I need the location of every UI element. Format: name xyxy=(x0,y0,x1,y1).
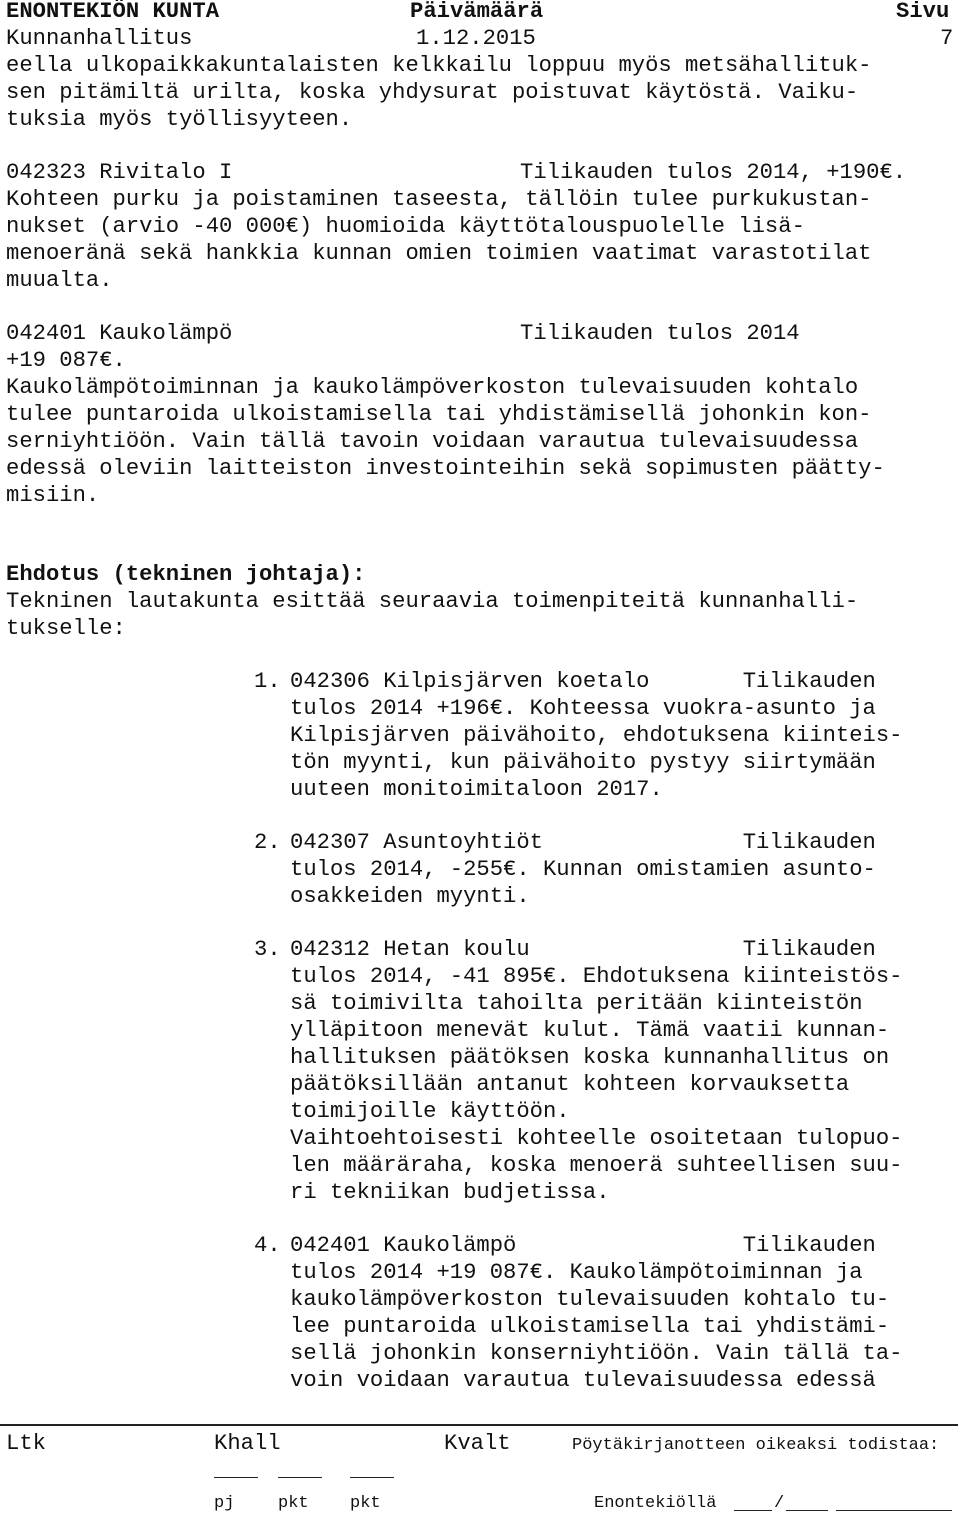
item-line: tulos 2014, -255€. Kunnan omistamien asunto- xyxy=(290,857,876,882)
item-line: Vaihtoehtoisesti kohteelle osoitetaan tulopuo- xyxy=(290,1126,903,1151)
footer-day-blank xyxy=(734,1510,772,1511)
item-line: tulos 2014, -41 895€. Ehdotuksena kiinteistös- xyxy=(290,964,903,989)
rivitalo-result: Tilikauden tulos 2014, +190€. xyxy=(520,160,907,185)
item-line: toimijoille käyttöön. xyxy=(290,1099,570,1124)
item-line: tön myynti, kun päivähoito pystyy siirtymään xyxy=(290,750,876,775)
item-line: hallituksen päätöksen koska kunnanhallitus on xyxy=(290,1045,890,1070)
rivitalo-line: muualta. xyxy=(6,268,113,293)
item-line: uuteen monitoimitaloon 2017. xyxy=(290,777,663,802)
org-name: ENONTEKIÖN KUNTA xyxy=(6,0,220,24)
kaukolampo-line: misiin. xyxy=(6,483,100,508)
rivitalo-line: menoeränä sekä hankkia kunnan omien toimien vaatimat varastotilat xyxy=(6,241,872,266)
footer-ltk: Ltk xyxy=(6,1431,46,1456)
item-line: 042307 Asuntoyhtiöt Tilikauden xyxy=(290,830,876,855)
footer-month-blank xyxy=(786,1510,828,1511)
item-line: lee puntaroida ulkoistamisella tai yhdistämi- xyxy=(290,1314,890,1339)
item-line: sellä johonkin konserniyhtiöön. Vain tällä ta- xyxy=(290,1341,903,1366)
item-line: ri tekniikan budjetissa. xyxy=(290,1180,610,1205)
body-name: Kunnanhallitus xyxy=(6,26,193,51)
footer-pkt: pkt xyxy=(278,1494,309,1513)
footer-signature-blank xyxy=(836,1510,952,1511)
item-line: tulos 2014 +196€. Kohteessa vuokra-asunto ja xyxy=(290,696,876,721)
footer-pkt: pkt xyxy=(350,1494,381,1513)
footer-blank-line xyxy=(214,1477,258,1478)
rivitalo-line: nukset (arvio -40 000€) huomioida käyttötalouspuolelle lisä- xyxy=(6,214,805,239)
item-line: päätöksillään antanut kohteen korvauksetta xyxy=(290,1072,850,1097)
intro-line: sen pitämiltä urilta, koska yhdysurat poistuvat käytöstä. Vaiku- xyxy=(6,80,859,105)
kaukolampo-line: +19 087€. xyxy=(6,348,126,373)
proposal-heading: Ehdotus (tekninen johtaja): xyxy=(6,562,366,587)
footer-slash: / xyxy=(774,1494,785,1513)
kaukolampo-heading: 042401 Kaukolämpö xyxy=(6,321,233,346)
item-line: sä toimivilta tahoilta peritään kiinteistön xyxy=(290,991,863,1016)
item-line: 042312 Hetan koulu Tilikauden xyxy=(290,937,876,962)
item-line: Kilpisjärven päivähoito, ehdotuksena kiinteis- xyxy=(290,723,903,748)
item-line: voin voidaan varautua tulevaisuudessa edessä xyxy=(290,1368,876,1393)
kaukolampo-line: edessä oleviin laitteiston investointeihin sekä sopimusten päätty- xyxy=(6,456,885,481)
footer-certify-label: Pöytäkirjanotteen oikeaksi todistaa: xyxy=(572,1436,940,1455)
meeting-date: 1.12.2015 xyxy=(416,26,536,51)
item-line: tulos 2014 +19 087€. Kaukolämpötoiminnan ja xyxy=(290,1260,863,1285)
kaukolampo-line: tulee puntaroida ulkoistamisella tai yhdistämisellä johonkin kon- xyxy=(6,402,872,427)
footer-rule xyxy=(0,1424,958,1426)
footer-blank-line xyxy=(350,1477,394,1478)
item-line: 042306 Kilpisjärven koetalo Tilikauden xyxy=(290,669,876,694)
page-number: 7 xyxy=(940,26,954,51)
kaukolampo-line: serniyhtiöön. Vain tällä tavoin voidaan varautua tulevaisuudessa xyxy=(6,429,859,454)
date-label: Päivämäärä xyxy=(410,0,544,24)
intro-line: tuksia myös työllisyyteen. xyxy=(6,107,353,132)
footer-pj: pj xyxy=(214,1494,235,1513)
footer-blank-line xyxy=(278,1477,322,1478)
rivitalo-line: Kohteen purku ja poistaminen taseesta, tällöin tulee purkukustan- xyxy=(6,187,872,212)
item-line: len määräraha, koska menoerä suhteellisen suu- xyxy=(290,1153,903,1178)
proposal-line: Tekninen lautakunta esittää seuraavia toimenpiteitä kunnanhalli- xyxy=(6,589,859,614)
item-line: kaukolämpöverkoston tulevaisuuden kohtalo tu- xyxy=(290,1287,890,1312)
item-number: 2. xyxy=(254,830,281,855)
item-line: osakkeiden myynti. xyxy=(290,884,530,909)
item-number: 1. xyxy=(254,669,281,694)
proposal-line: tukselle: xyxy=(6,616,126,641)
rivitalo-heading: 042323 Rivitalo I xyxy=(6,160,233,185)
item-number: 4. xyxy=(254,1233,281,1258)
footer-khall: Khall xyxy=(214,1431,281,1456)
page-label: Sivu xyxy=(896,0,950,24)
kaukolampo-result: Tilikauden tulos 2014 xyxy=(520,321,800,346)
item-line: 042401 Kaukolämpö Tilikauden xyxy=(290,1233,876,1258)
footer-kvalt: Kvalt xyxy=(444,1431,511,1456)
kaukolampo-line: Kaukolämpötoiminnan ja kaukolämpöverkoston tulevaisuuden kohtalo xyxy=(6,375,859,400)
item-line: ylläpitoon menevät kulut. Tämä vaatii kunnan- xyxy=(290,1018,890,1043)
footer-place: Enontekiöllä xyxy=(594,1494,717,1513)
item-number: 3. xyxy=(254,937,281,962)
intro-line: eella ulkopaikkakuntalaisten kelkkailu loppuu myös metsähallituk- xyxy=(6,53,872,78)
